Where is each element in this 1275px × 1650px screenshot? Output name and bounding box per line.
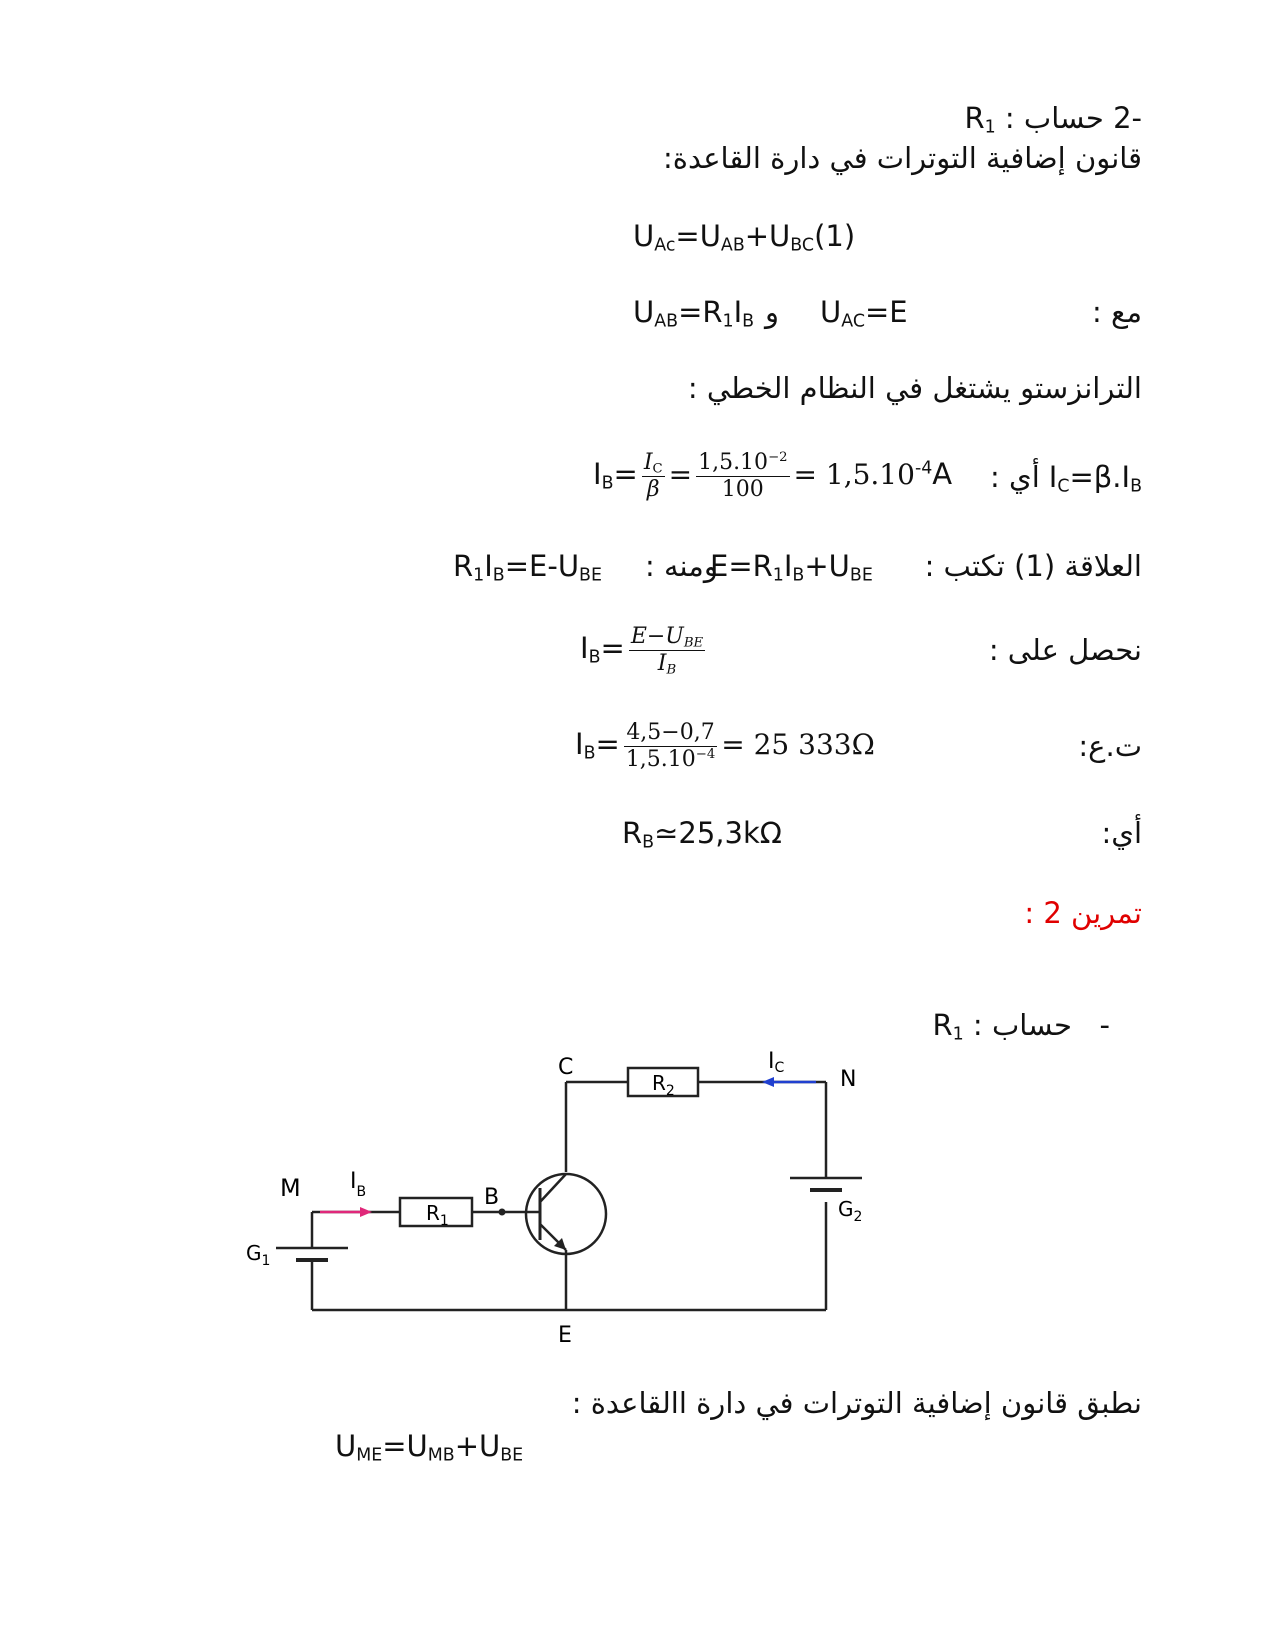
numeric-label: ت.ع:: [1078, 729, 1142, 763]
obtain-label: نحصل على :: [988, 633, 1142, 667]
equation-1: $U_{Ac}=U_{AB}+U_{BC}(1)$: [633, 219, 856, 256]
label-ic: IC: [768, 1049, 785, 1076]
obtain-equation: $I_B=$ $\frac{E-U_{BE}}{I_B}$: [580, 623, 704, 677]
exercise-2-title: تمرين 2 :: [1024, 896, 1142, 930]
obtain-fraction: $\frac{E-U_{BE}}{I_B}$: [630, 623, 704, 677]
numeric-fraction: $\frac{1,5.10^{-2}}{100}$: [698, 449, 788, 502]
ic-beta-equation: $I_C=\beta.I_B$: [1048, 460, 1142, 497]
label-b: B: [484, 1185, 500, 1210]
apply-law-text: نطبق قانون إضافية التوترات في دارة االقاعدة :: [571, 1386, 1142, 1420]
minh-label: ومنه :: [645, 549, 718, 583]
ic-over-beta-fraction: $\frac{I_C}{\beta}$: [643, 449, 663, 502]
label-r2: $R_2$: [652, 1071, 675, 1099]
label-r1: $R_1$: [426, 1201, 449, 1229]
label-g2: $G_2$: [838, 1197, 863, 1225]
label-e: E: [558, 1323, 572, 1348]
transistor-circuit-diagram: [240, 1049, 880, 1350]
numeric-equation: $I_B=$ $\frac{4,5-0,7}{1,5.10^{-4}}$ = 25 333Ω: [575, 719, 875, 772]
approx-value: $R_B≃25,3k\Omega$: [622, 816, 782, 853]
relation-text: العلاقة (1) تكتب :: [924, 549, 1142, 583]
label-c: C: [558, 1055, 574, 1080]
label-ib: $I_B$: [350, 1169, 367, 1200]
approx-label: أي:: [1101, 816, 1142, 850]
ib-current-arrow: [360, 1207, 372, 1217]
e-equation: $E=R_1I_B+U_{BE}$: [710, 549, 873, 586]
ic-current-arrow: [762, 1077, 774, 1087]
linear-mode-text: الترانزستو يشتغل في النظام الخطي :: [687, 371, 1142, 405]
uab-equation: $U_{AB}=R_1I_B$: [633, 295, 755, 332]
bullet-line: - حساب $R_1$ :: [932, 1008, 1110, 1045]
numeric-value-fraction: $\frac{4,5-0,7}{1,5.10^{-4}}$: [625, 719, 716, 772]
r1ib-equation: $R_1I_B=E-U_{BE}$: [453, 549, 602, 586]
label-m: M: [280, 1174, 301, 1202]
ume-equation: $U_{ME}=U_{MB}+U_{BE}$: [335, 1429, 524, 1466]
ib-equation: $I_B=$ $\frac{I_C}{\beta}$ = $\frac{1,5.10^{-2}}{100}$ = $1,5.10^{-4}A$: [593, 449, 953, 502]
transistor-collector-lead: [540, 1174, 566, 1202]
section-heading: -2 حساب $R_1$ :: [964, 101, 1142, 138]
uac-equation: $U_{AC}=E$: [820, 295, 908, 332]
base-junction-dot: [499, 1209, 506, 1216]
and-word: و: [765, 295, 780, 329]
voltage-law-text: قانون إضافية التوترات في دارة القاعدة:: [663, 141, 1142, 175]
label-g1: $G_1$: [246, 1241, 271, 1269]
transistor-body: [526, 1174, 606, 1254]
label-n: N: [840, 1067, 857, 1092]
with-label: مع :: [1092, 295, 1142, 329]
ay-label: أي :: [990, 460, 1040, 494]
